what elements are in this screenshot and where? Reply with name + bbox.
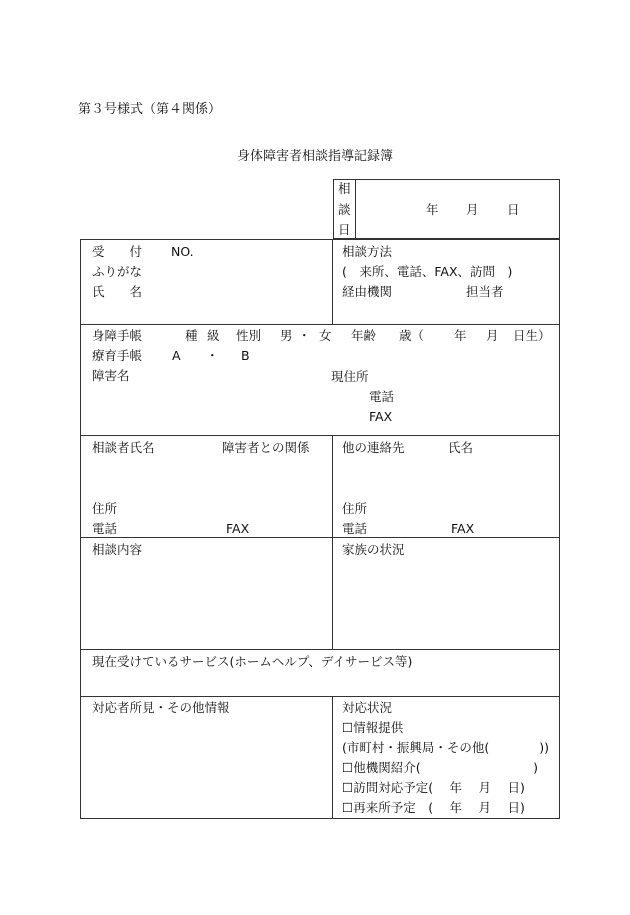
col-divider-3 xyxy=(332,696,333,819)
row-divider-1 xyxy=(80,324,560,325)
date-label-divider xyxy=(355,179,356,239)
current-phone-label: 電話 xyxy=(369,389,395,404)
date-label-3: 日 xyxy=(338,222,351,237)
municipality-item: (市町村・振興局・その他( )) xyxy=(342,740,550,755)
other-contact-label: 他の連絡先 xyxy=(342,440,405,455)
consult-method-options: ( 来所、電話、FAX、訪問 ) xyxy=(342,264,513,279)
other-contact-address-label: 住所 xyxy=(342,501,368,516)
reception-number: NO. xyxy=(171,244,194,259)
consultant-fax-label: FAX xyxy=(226,521,250,536)
consultant-phone-label: 電話 xyxy=(92,521,118,536)
col-divider-2 xyxy=(332,435,333,649)
services-label: 現在受けているサービス(ホームヘルプ、デイサービス等) xyxy=(92,654,413,669)
form-number: 第３号様式（第４関係） xyxy=(78,102,222,117)
col-divider-1 xyxy=(332,239,333,324)
reception-label: 受 付 xyxy=(92,244,143,259)
visit-scheduled-item: ☐訪問対応予定( 年 月 日) xyxy=(342,780,525,795)
handbook-label: 身障手帳 xyxy=(92,328,143,343)
date-label-1: 相 xyxy=(338,181,351,196)
type-label: 種 xyxy=(185,328,198,343)
relation-label: 障害者との関係 xyxy=(222,440,310,455)
row-divider-2 xyxy=(80,435,560,436)
page-title: 身体障害者相談指導記録簿 xyxy=(236,149,393,164)
consult-content-label: 相談内容 xyxy=(92,542,143,557)
row-divider-4 xyxy=(80,649,560,650)
row-divider-5 xyxy=(80,696,560,697)
current-fax-label: FAX xyxy=(369,409,393,424)
revisit-scheduled-item: ☐再来所予定 ( 年 月 日) xyxy=(342,800,525,815)
row-divider-3 xyxy=(80,537,560,538)
response-status-label: 対応状況 xyxy=(342,700,393,715)
birth-year: 年 xyxy=(454,328,467,343)
person-in-charge-label: 担当者 xyxy=(466,284,504,299)
other-contact-name-label: 氏名 xyxy=(448,440,474,455)
date-box xyxy=(333,179,560,239)
female-option: 女 xyxy=(319,328,332,343)
date-month: 月 xyxy=(466,202,479,217)
main-table xyxy=(80,239,560,819)
sex-label: 性別 xyxy=(236,328,262,343)
consult-method-label: 相談方法 xyxy=(342,244,393,259)
consultant-name-label: 相談者氏名 xyxy=(92,440,155,455)
name-label: 氏 名 xyxy=(92,284,143,299)
grade-b: B xyxy=(241,348,250,363)
age-label: 年齢 xyxy=(351,328,377,343)
grade-a: A xyxy=(172,348,181,363)
grade-separator: ・ xyxy=(206,348,219,363)
agency-referral-item: ☐他機関紹介( ) xyxy=(342,760,538,775)
other-contact-fax-label: FAX xyxy=(451,521,475,536)
sex-separator: ・ xyxy=(298,328,311,343)
current-address-label: 現住所 xyxy=(331,369,369,384)
age-unit: 歳（ xyxy=(399,328,425,343)
info-provision-item: ☐情報提供 xyxy=(342,720,404,735)
via-agency-label: 経由機関 xyxy=(342,284,393,299)
birth-day: 日生） xyxy=(513,328,551,343)
opinion-label: 対応者所見・その他情報 xyxy=(92,700,230,715)
disability-name-label: 障害名 xyxy=(92,368,130,383)
grade-label: 級 xyxy=(207,328,220,343)
other-contact-phone-label: 電話 xyxy=(342,521,368,536)
consultant-address-label: 住所 xyxy=(92,501,118,516)
male-option: 男 xyxy=(280,328,293,343)
furigana-label: ふりがな xyxy=(92,264,143,279)
family-situation-label: 家族の状況 xyxy=(342,542,405,557)
date-label-2: 談 xyxy=(338,202,351,217)
birth-month: 月 xyxy=(486,328,499,343)
date-day: 日 xyxy=(507,202,520,217)
rehab-handbook-label: 療育手帳 xyxy=(92,348,143,363)
date-year: 年 xyxy=(426,202,439,217)
